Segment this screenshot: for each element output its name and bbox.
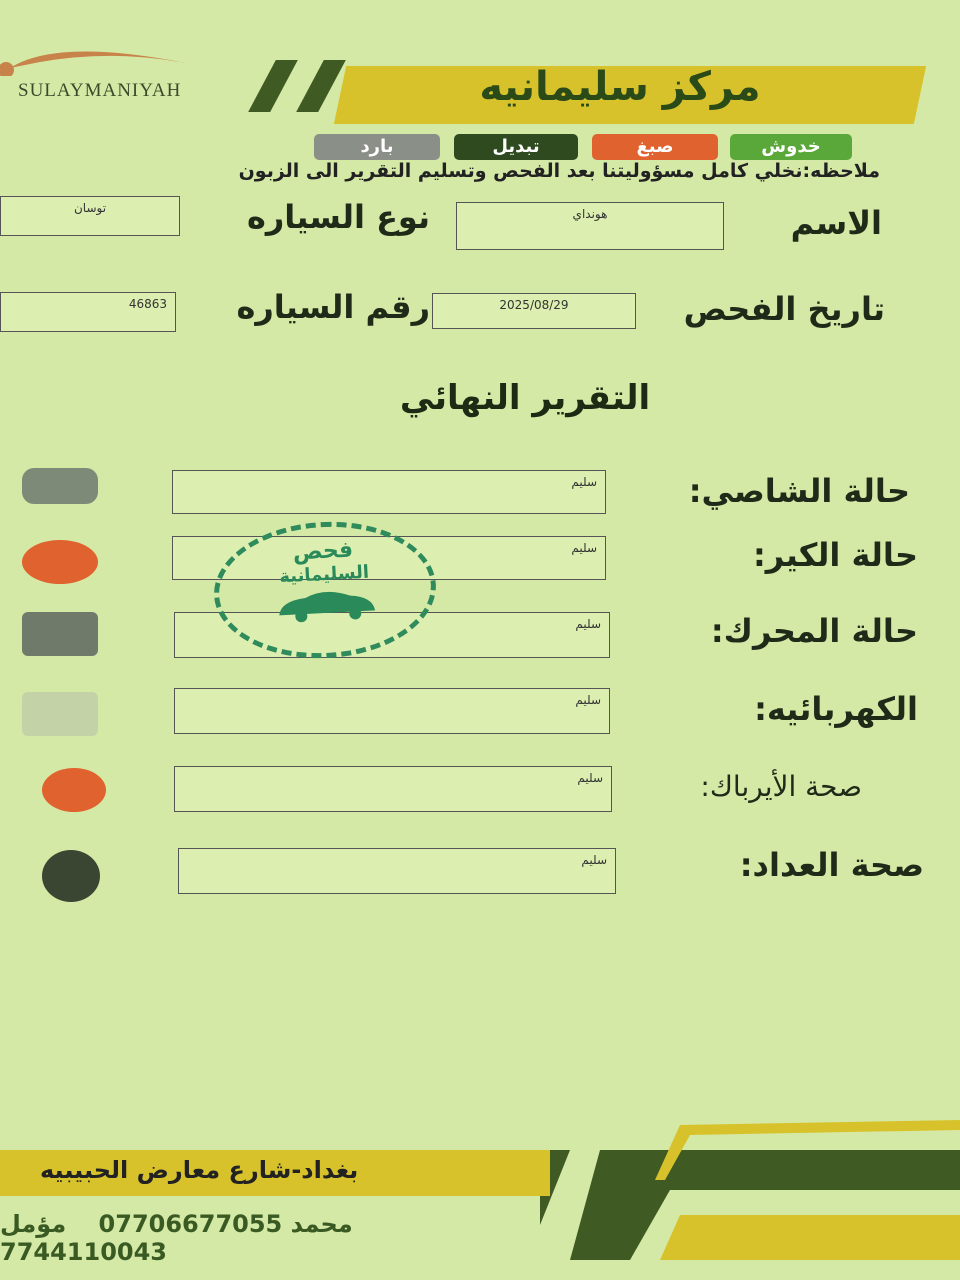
car-type-field[interactable]: توسان	[0, 196, 180, 236]
airbag-label: صحة الأيرباك:	[700, 770, 862, 803]
electrical-icon	[22, 692, 98, 736]
airbag-icon	[42, 768, 106, 812]
tag-scratches: خدوش	[730, 134, 852, 160]
phone-2: مؤمل 7744110043	[0, 1210, 167, 1266]
name-label: الاسم	[790, 204, 882, 242]
airbag-field[interactable]: سليم	[174, 766, 612, 812]
phone-1: محمد 07706677055	[98, 1210, 353, 1238]
tag-cold: بارد	[314, 134, 440, 160]
stamp-line1: فحص	[292, 537, 354, 566]
engine-label: حالة المحرك:	[710, 612, 918, 650]
date-label: تاريخ الفحص	[683, 290, 885, 328]
car-number-label: رقم السياره	[236, 288, 430, 326]
odometer-field[interactable]: سليم	[178, 848, 616, 894]
odometer-icon	[42, 850, 100, 902]
stamp-line2: السليمانية	[278, 561, 370, 588]
report-heading: التقرير النهائي	[399, 378, 651, 418]
car-type-label: نوع السياره	[246, 198, 430, 236]
name-field[interactable]: هونداي	[456, 202, 724, 250]
electrical-label: الكهربائيه:	[754, 690, 918, 728]
engine-icon	[22, 612, 98, 656]
car-stamp-icon	[270, 582, 382, 624]
note: ملاحظه:نخلي كامل مسؤوليتنا بعد الفحص وتسليم التقرير الى الزبون	[238, 160, 880, 182]
logo-text: SULAYMANIYAH	[18, 80, 182, 101]
tag-replaced: تبديل	[454, 134, 578, 160]
engine-field[interactable]: سليم	[174, 612, 610, 658]
electrical-field[interactable]: سليم	[174, 688, 610, 734]
gearbox-label: حالة الكير:	[753, 536, 918, 574]
gearbox-field[interactable]: سليم	[172, 536, 606, 580]
tag-paint: صبغ	[592, 134, 718, 160]
chassis-label: حالة الشاصي:	[688, 472, 910, 510]
odometer-label: صحة العداد:	[739, 846, 924, 884]
car-number-field[interactable]: 46863	[0, 292, 176, 332]
car-logo-icon	[0, 36, 210, 76]
footer-decor	[540, 1120, 960, 1260]
decor-stripe	[248, 60, 298, 112]
gearbox-icon	[22, 540, 98, 584]
phones	[0, 1210, 500, 1266]
chassis-icon	[22, 468, 98, 504]
logo	[0, 36, 210, 76]
date-field[interactable]: 2025/08/29	[432, 293, 636, 329]
address: بغداد-شارع معارض الحبيبيه	[40, 1156, 359, 1184]
chassis-field[interactable]: سليم	[172, 470, 606, 514]
page-title: مركز سليمانيه	[479, 64, 761, 110]
